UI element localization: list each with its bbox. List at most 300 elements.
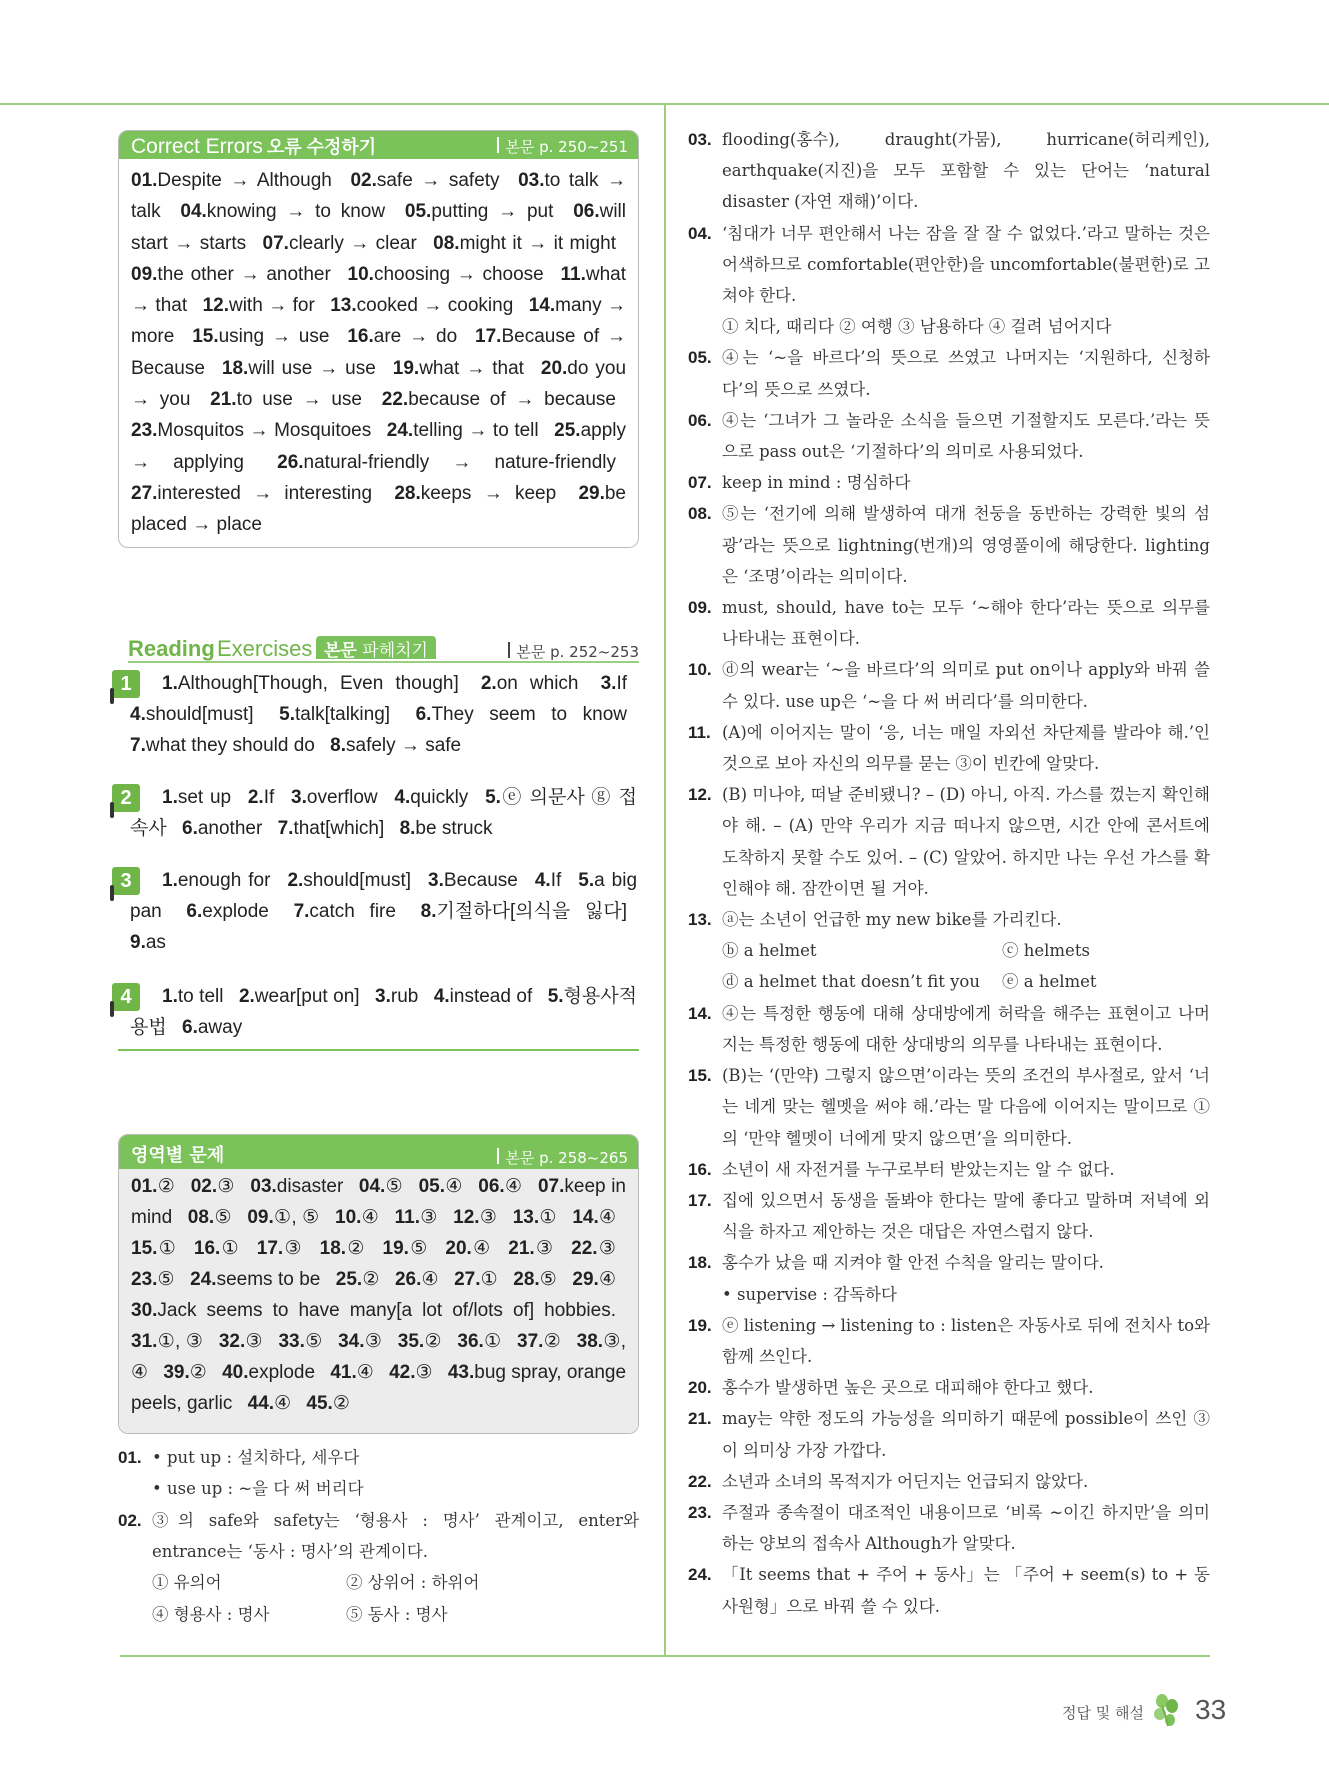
answer-text: another [197, 818, 263, 839]
answer-item [247, 1207, 319, 1228]
answer-number: 08. [433, 232, 460, 254]
explanation-number: 03. [688, 130, 712, 149]
answer-number: 3. [291, 787, 307, 808]
answer-number: 4. [394, 787, 411, 808]
answer-text: ④ [274, 1393, 292, 1414]
section-test-answers [119, 1169, 638, 1434]
explanation-text: ③의 safe와 safety는 ‘형용사 : 명사’ 관계이고, enter와 entrance는 ‘동사 : 명사’의 관계이다. [152, 1511, 639, 1562]
answer-number: 41. [330, 1362, 357, 1383]
answer-text: should[must] [303, 870, 412, 891]
answer-number: 29. [578, 482, 605, 504]
answer-item [320, 1238, 366, 1259]
answer-text: ①, ⑤ [273, 1207, 320, 1228]
answer-number: 6. [182, 818, 198, 839]
answer-number: 03. [518, 170, 545, 191]
answer-number: 28. [513, 1269, 540, 1290]
explanation-number: 05. [688, 348, 712, 368]
answer-item [162, 870, 270, 891]
answer-text: ③ [245, 1331, 263, 1352]
answer-item [131, 1176, 175, 1197]
answer-text: Because of → Because [131, 326, 627, 379]
answer-text: with → for [228, 295, 315, 317]
answer-text: ② [543, 1331, 562, 1352]
answer-item [162, 787, 231, 808]
answer-text: are → do [373, 326, 458, 348]
answer-text: ⑤ [157, 1269, 175, 1290]
explanation-text: ④는 특정한 행동에 대해 상대방에게 허락을 해주는 표현이고 나머지는 특정한 행동에 대한 상대방의 의무를 나타내는 표현이다. [722, 1003, 1210, 1054]
answer-number: 24. [190, 1269, 217, 1290]
answer-text: ④ [598, 1269, 616, 1290]
answer-item [257, 1238, 303, 1259]
answer-text: many → more [131, 295, 627, 348]
explanation-text: 주절과 종속절이 대조적인 내용이므로 ‘비록 ~이긴 하지만’을 의미하는 양보의 접속사 Although가 알맞다. [722, 1502, 1210, 1554]
answer-number: 04. [180, 201, 207, 223]
reading-block-number: 1 [112, 670, 140, 698]
reading-block-1 [112, 668, 637, 761]
answer-text: might it → it might [459, 232, 616, 254]
answer-item [338, 1331, 382, 1352]
answer-number: 10. [335, 1207, 362, 1228]
answer-number: 15. [192, 326, 219, 348]
answer-text: ② [346, 1238, 366, 1259]
answer-number: 11. [560, 263, 586, 285]
answer-number: 29. [572, 1269, 599, 1290]
explanation-item [688, 1559, 1210, 1621]
answer-text: what they should do [145, 735, 315, 756]
answer-number: 02. [190, 1176, 218, 1197]
page-number: 33 [1195, 1694, 1227, 1725]
answer-number: 17. [475, 326, 502, 348]
answer-number: 8. [330, 735, 347, 756]
answer-item [180, 201, 385, 222]
answer-text: 기절하다[의식을 잃다] [436, 901, 627, 922]
answer-text: ② [332, 1393, 350, 1414]
explanation-item [688, 1185, 1210, 1247]
answer-item [395, 1207, 438, 1228]
answer-number: 39. [163, 1362, 190, 1383]
correct-errors-title-ko: 오류 수정하기 [266, 137, 377, 157]
answer-text: Jack seems to have many[a lot of/lots of] hobbies. [157, 1300, 616, 1321]
reading-block-number: 2 [112, 784, 140, 812]
answer-number: 13. [512, 1207, 540, 1228]
explanation-sub: • supervise : 감독하다 [722, 1284, 897, 1304]
answer-number: 28. [394, 482, 421, 504]
answer-text: wear[put on] [254, 986, 360, 1007]
answer-number: 5. [279, 704, 295, 725]
answer-number: 04. [358, 1176, 386, 1197]
answer-text: ④ [445, 1176, 463, 1197]
answer-item [330, 735, 461, 756]
answer-text: If [263, 787, 275, 808]
answer-text: because of → because [408, 389, 616, 411]
answer-number: 23. [131, 420, 158, 442]
explanation-number: 08. [688, 504, 712, 524]
answer-number: 08. [187, 1207, 215, 1228]
answer-item [445, 1238, 491, 1259]
answer-item [306, 1393, 349, 1414]
option: ⓑ a helmet [722, 941, 817, 961]
answer-item [433, 233, 616, 254]
answer-number: 19. [382, 1238, 409, 1259]
answer-item [348, 264, 544, 285]
answer-number: 22. [381, 389, 409, 411]
correct-errors-header [119, 131, 638, 159]
reading-end-rule [118, 1049, 639, 1051]
answer-text: keep in mind [131, 1176, 626, 1228]
answer-item [219, 1331, 263, 1352]
answer-item [393, 358, 524, 379]
answer-text: ② [424, 1331, 442, 1352]
answer-text: to tell [177, 986, 224, 1007]
explanation-number: 01. [118, 1448, 142, 1467]
answer-text: the other → another [157, 263, 331, 285]
answer-item [277, 452, 616, 473]
answer-item [131, 420, 371, 441]
answer-number: 4. [130, 704, 146, 725]
answer-item [335, 1207, 379, 1228]
answer-item [294, 901, 396, 922]
explanation-item [688, 654, 1210, 716]
answer-text: ③ [283, 1238, 303, 1259]
answer-number: 27. [454, 1269, 481, 1290]
answer-item [192, 326, 329, 347]
answer-number: 35. [397, 1331, 425, 1352]
explanation-text: may는 약한 정도의 가능성을 의미하기 때문에 possible이 쓰인 ③이 의미상 가장 가깝다. [722, 1409, 1210, 1460]
answer-number: 2. [238, 986, 255, 1007]
explanation-number: 17. [688, 1190, 712, 1210]
answer-text: be placed → place [131, 482, 626, 536]
answer-text: catch fire [309, 901, 396, 922]
answer-text: safely → safe [346, 735, 462, 756]
answer-item [210, 389, 362, 410]
answer-text: should[must] [145, 704, 254, 725]
answer-item [131, 170, 332, 191]
answer-text: They seem to know [431, 704, 627, 725]
answer-text: away [197, 1017, 243, 1038]
answer-number: 36. [457, 1331, 484, 1352]
answer-text: quickly [410, 787, 469, 808]
answer-text: ③ [415, 1362, 433, 1383]
answer-number: 7. [293, 901, 310, 922]
bottom-rule [120, 1655, 1210, 1657]
answer-number: 10. [347, 263, 374, 285]
answer-number: 26. [277, 451, 304, 473]
answer-number: 5. [578, 870, 595, 891]
answer-text: putting → put [431, 201, 554, 223]
answer-number: 2. [480, 673, 497, 694]
answer-item [400, 818, 493, 839]
clover-leaf-icon [1148, 1692, 1188, 1730]
answer-number: 01. [131, 170, 158, 191]
explanation-number: 11. [688, 722, 711, 742]
explanation-number: 19. [688, 1315, 712, 1335]
answer-text: ③ [479, 1207, 498, 1228]
explanation-text: 홍수가 발생하면 높은 곳으로 대피해야 한다고 했다. [722, 1378, 1094, 1398]
explanation-item [688, 592, 1210, 654]
answer-text: ③ [364, 1331, 383, 1352]
answer-item [222, 1362, 315, 1383]
reading-block-number: 3 [112, 867, 140, 895]
option: ② 상위어 : 하위어 [346, 1573, 480, 1593]
answer-number: 12. [202, 295, 229, 317]
answer-text: disaster [276, 1176, 344, 1197]
answer-item [398, 1331, 442, 1352]
answer-text: explode [202, 901, 269, 922]
option: ⓓ a helmet that doesn’t fit you [722, 972, 980, 992]
answer-text: to use → use [236, 389, 362, 411]
explanation-01 [118, 1442, 639, 1504]
answer-text: ④ [361, 1207, 380, 1228]
answer-number: 37. [517, 1331, 544, 1352]
reading-block-text [112, 668, 637, 761]
answer-number: 1. [162, 787, 178, 808]
reading-title-bold: Reading [128, 636, 215, 661]
answer-text: Mosquitos → Mosquitoes [157, 420, 372, 442]
answer-item [330, 295, 513, 316]
reading-tag-light: 파헤치기 [362, 641, 428, 661]
answer-text: seems to be [216, 1269, 321, 1290]
answer-number: 21. [508, 1238, 535, 1259]
answer-number: 6. [186, 901, 203, 922]
explanation-text: ⑤는 ‘전기에 의해 발생하여 대개 천둥을 동반하는 강력한 빛의 섬광’라는 뜻으로 lightning(번개)의 영영풀이에 해당한다. lighting은 ‘조명’이라는 의미이다. [722, 504, 1210, 586]
answer-text: ② [157, 1176, 176, 1197]
answer-text: Because [443, 870, 518, 891]
answer-number: 2. [287, 870, 304, 891]
answer-number: 18. [319, 1238, 347, 1259]
answer-item [350, 170, 499, 191]
answer-text: enough for [177, 870, 271, 891]
answer-item [248, 787, 274, 808]
explanation-number: 15. [688, 1066, 712, 1086]
explanation-number: 14. [688, 1003, 712, 1023]
answer-number: 43. [447, 1362, 475, 1383]
answer-item [513, 1269, 557, 1290]
answer-number: 23. [131, 1269, 158, 1290]
answer-text: safe → safety [376, 170, 500, 191]
answer-text: ① [157, 1238, 178, 1259]
answer-text: ① [480, 1269, 498, 1290]
option: ① 유의어 [152, 1573, 222, 1593]
answer-number: 6. [415, 704, 432, 725]
answer-item [375, 986, 418, 1007]
answer-item [517, 1331, 561, 1352]
explanation-text: must, should, have to는 모두 ‘~해야 한다’라는 뜻으로 의무를 나타내는 표현이다. [722, 598, 1210, 649]
answer-item [287, 870, 411, 891]
answer-text: cooked → cooking [356, 295, 514, 317]
answer-number: 20. [540, 357, 568, 379]
answer-item [190, 1269, 320, 1290]
explanation-sub: ① 치다, 때리다 ② 여행 ③ 남용하다 ④ 걸려 넘어지다 [722, 317, 1112, 337]
answer-text: ⑤ [539, 1269, 557, 1290]
explanation-item [688, 1497, 1210, 1559]
answer-text: explode [248, 1362, 316, 1383]
answer-text: ① [483, 1331, 502, 1352]
answer-text: keeps → keep [420, 482, 557, 504]
answer-text: ① [220, 1238, 241, 1259]
answer-item [131, 483, 372, 504]
answer-number: 14. [528, 295, 556, 317]
explanation-text: 홍수가 났을 때 지켜야 할 안전 수칙을 알리는 말이다. [722, 1253, 1104, 1273]
answer-item [481, 673, 579, 694]
explanation-text: (A)에 이어지는 말이 ‘응, 너는 매일 자외선 차단제를 발라야 해.’인 것으로 보아 자신의 의무를 묻는 ③이 빈칸에 알맞다. [722, 722, 1210, 774]
answer-number: 1. [162, 986, 178, 1007]
explanation-number: 09. [688, 598, 712, 618]
answer-item [248, 1393, 291, 1414]
explanation-02 [118, 1505, 639, 1630]
answer-number: 13. [330, 295, 357, 317]
answer-item [131, 264, 331, 285]
reading-block-2 [112, 782, 637, 844]
answer-number: 4. [534, 870, 551, 891]
answer-number: 40. [222, 1362, 249, 1383]
answer-item [419, 1176, 463, 1197]
answer-number: 9. [130, 932, 146, 953]
explanation-text: 「It seems that + 주어 + 동사」는 「주어 + seem(s) to + 동사원형」으로 바꿔 쓸 수 있다. [722, 1565, 1210, 1616]
explanation-number: 20. [688, 1378, 712, 1398]
option: ④ 형용사 : 명사 [152, 1604, 270, 1624]
answer-item [478, 1176, 522, 1197]
explanation-number: 18. [688, 1253, 712, 1273]
answer-text: ③ [534, 1238, 555, 1259]
answer-item [278, 818, 385, 839]
explanation-number: 22. [688, 1471, 712, 1491]
reading-exercises-header [128, 636, 639, 662]
reading-block-text [112, 981, 637, 1043]
answer-number: 17. [256, 1238, 284, 1259]
explanation-number: 04. [688, 223, 712, 243]
answer-item [263, 233, 417, 254]
answer-text: choosing → choose [373, 263, 544, 285]
answer-number: 22. [571, 1238, 598, 1259]
answer-item [571, 1238, 616, 1259]
answer-item [131, 1300, 616, 1321]
answer-item [222, 358, 376, 379]
answer-item [513, 1207, 557, 1228]
answer-item [162, 673, 459, 694]
answer-item [359, 1176, 403, 1197]
answer-item [130, 704, 254, 725]
explanation-text: (B) 미나야, 떠날 준비됐니? – (D) 아니, 아직. 가스를 껐는지 확인해야 해. – (A) 만약 우리가 지금 떠나지 않으면, 시간 안에 콘서트에 도착하지 못할 수도 있어. – (C) 알았어. 하지만 나는 우선 가스를 확인해야 해. 잠깐이면 될 거야. [722, 785, 1210, 898]
answer-text: ② [189, 1362, 207, 1383]
answer-text: apply → applying [131, 420, 626, 473]
answer-text: what → that [419, 357, 524, 379]
answer-number: 3. [600, 673, 617, 694]
answer-item [387, 420, 539, 441]
answer-number: 24. [386, 420, 414, 442]
answer-text: do you → you [131, 357, 627, 411]
answer-number: 38. [576, 1331, 604, 1352]
explanation-text: (B)는 ‘(만약) 그렇지 않으면’이라는 뜻의 조건의 부사절로, 앞서 ‘너는 네게 맞는 헬멧을 써야 해.’라는 말 다음에 이어지는 말이므로 ①의 ‘만약 헬멧이 너에게 맞지 않으면’을 의미한다. [722, 1066, 1210, 1148]
answer-text: ①, ③ [157, 1331, 204, 1352]
answer-item [182, 818, 262, 839]
explanation-line: • use up : ~을 다 써 버리다 [152, 1479, 364, 1499]
answer-item [130, 735, 315, 756]
answer-item [131, 1238, 177, 1259]
answer-text: ② [362, 1269, 380, 1290]
reading-block-number: 4 [112, 983, 140, 1011]
explanation-item [688, 342, 1210, 404]
answer-number: 6. [182, 1017, 198, 1038]
answer-number: 7. [277, 818, 294, 839]
answer-number: 27. [131, 482, 158, 504]
answer-number: 8. [399, 818, 416, 839]
explanation-item [688, 1466, 1210, 1497]
explanation-item [688, 779, 1210, 904]
explanation-number: 02. [118, 1511, 142, 1530]
answer-text: ⓔ 의문사 ⓖ 접속사 [130, 787, 637, 839]
correct-errors-box [118, 130, 639, 548]
answer-number: 15. [131, 1238, 158, 1259]
answer-text: ③, ④ [131, 1331, 627, 1383]
answer-item [383, 1238, 429, 1259]
answer-text: ③ [420, 1207, 438, 1228]
answer-item [188, 1207, 232, 1228]
explanation-number: 13. [688, 910, 712, 930]
answer-text: as [145, 932, 166, 953]
answer-item [405, 201, 553, 222]
answer-number: 07. [262, 232, 289, 254]
answer-item [130, 932, 166, 953]
explanation-text: 소년과 소녀의 목적지가 어딘지는 언급되지 않았다. [722, 1471, 1089, 1491]
answer-item [508, 1238, 554, 1259]
answer-text: using → use [218, 326, 330, 348]
answer-number: 21. [210, 389, 237, 411]
explanation-number: 07. [688, 473, 712, 493]
answer-text: overflow [306, 787, 378, 808]
answer-number: 32. [218, 1331, 246, 1352]
answer-text: bug spray, orange peels, garlic [131, 1362, 627, 1414]
answer-text: talk[talking] [295, 704, 391, 725]
answer-number: 03. [250, 1176, 277, 1197]
answer-number: 1. [162, 673, 178, 694]
answer-item [239, 986, 360, 1007]
explanation-number: 16. [688, 1159, 712, 1179]
section-test-header [119, 1135, 638, 1169]
answer-text: ④ [356, 1362, 374, 1383]
answer-text: ⑤ [214, 1207, 232, 1228]
answer-text: be struck [415, 818, 493, 839]
answer-text: ① [539, 1207, 557, 1228]
explanation-text: flooding(홍수), draught(가뭄), hurricane(허리케인), earthquake(지진)을 모두 포함할 수 있는 단어는 ‘natural disaster (자연 재해)’이다. [722, 130, 1210, 212]
explanation-text: ‘침대가 너무 편안해서 나는 잠을 잘 잘 수 없었다.’라고 말하는 것은 어색하므로 comfortable(편안한)을 uncomfortable(불편한)로 고쳐야 한다. [722, 223, 1210, 306]
section-test-ref: 본문 p. 258~265 [505, 1149, 628, 1167]
explanations-right-column [688, 124, 1210, 1622]
answer-text: rub [390, 986, 419, 1007]
answer-number: 01. [131, 1176, 158, 1197]
explanation-text: ⓓ의 wear는 ‘~을 바르다’의 의미로 put on이나 apply와 바꿔 쓸 수 있다. use up은 ‘~을 다 써 버리다’를 의미한다. [722, 660, 1210, 711]
answer-number: 19. [392, 357, 420, 379]
answer-item [182, 1017, 242, 1038]
answer-item [336, 1269, 380, 1290]
answer-number: 1. [162, 870, 178, 891]
reading-ref: 본문 p. 252~253 [516, 643, 639, 661]
reading-tag [316, 636, 436, 659]
explanation-item [688, 218, 1210, 343]
answer-text: set up [177, 787, 232, 808]
reading-tag-bold: 본문 [324, 641, 357, 661]
answer-item [394, 787, 468, 808]
answer-text: interested → interesting [157, 482, 373, 504]
answer-text: ⑤ [304, 1331, 323, 1352]
explanation-item [688, 998, 1210, 1060]
answer-number: 09. [247, 1207, 274, 1228]
answer-text: will start → starts [131, 201, 626, 254]
answer-number: 31. [131, 1331, 158, 1352]
explanation-item [688, 405, 1210, 467]
answer-number: 05. [404, 201, 432, 223]
answer-text: what → that [131, 263, 626, 317]
answer-number: 44. [247, 1393, 275, 1414]
